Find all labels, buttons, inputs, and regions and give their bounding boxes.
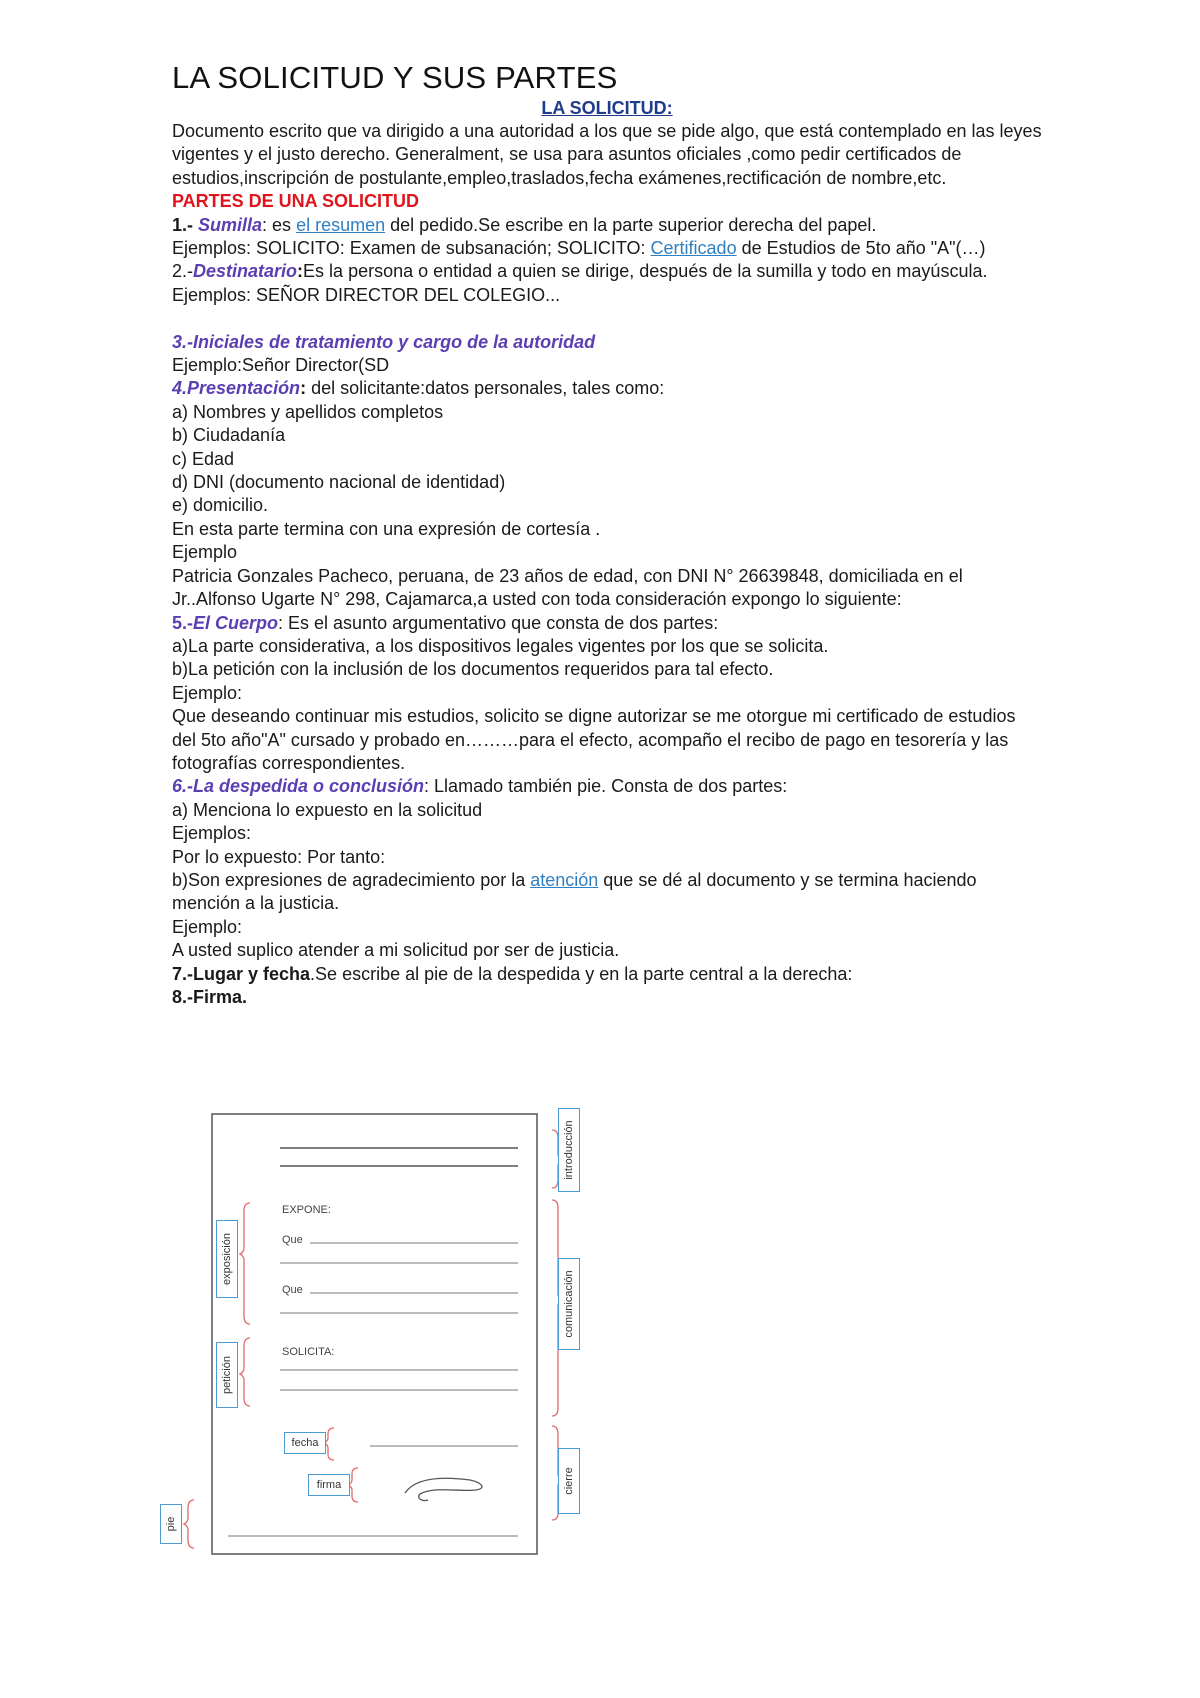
part-6-example-a: Por lo expuesto: Por tanto:	[172, 846, 386, 867]
part-5-b: b)La petición con la inclusión de los documentos requeridos para tal efecto.	[172, 659, 774, 680]
que-label-2: Que	[282, 1284, 303, 1296]
document-page	[172, 60, 1042, 1009]
el-resumen-link[interactable]: el resumen	[296, 214, 386, 235]
part-5-number: 5.-	[172, 612, 194, 633]
part-6-example-b: A usted suplico atender a mi solicitud por ser de justicia.	[172, 940, 620, 961]
bracket-pie	[184, 1500, 194, 1548]
solicitud-diagram	[165, 1108, 590, 1558]
spacer	[172, 307, 1042, 330]
part-2-text: Es la persona o entidad a quien se dirige, después de la sumilla y todo en mayúscula.	[303, 261, 988, 282]
part-4-closing: En esta parte termina con una expresión de cortesía .	[172, 518, 601, 539]
part-5-term: El Cuerpo	[193, 612, 279, 633]
part-6-text: : Llamado también pie. Consta de dos partes:	[424, 776, 788, 797]
part-7-lugar-fecha	[172, 963, 1042, 986]
part-7-term: 7.-Lugar y fecha	[172, 963, 311, 984]
solicita-label: SOLICITA:	[282, 1346, 335, 1358]
part-1-sumilla	[172, 214, 1042, 237]
parts-heading: PARTES DE UNA SOLICITUD	[172, 191, 420, 212]
tag-exposicion	[216, 1220, 238, 1298]
tag-peticion	[216, 1342, 238, 1408]
tag-comunicacion-label: comunicación	[563, 1270, 575, 1338]
part-5-example: Que deseando continuar mis estudios, solicito se digne autorizar se me otorgue mi certificado de estudios del 5to año"A" cursado y probado en………para el efecto, acompaño el recibo de pago en tesorería y las fotografías correspondientes.	[172, 706, 1016, 773]
tag-pie-label: pie	[165, 1516, 177, 1532]
part-8-firma: 8.-Firma.	[172, 987, 248, 1008]
part-1-example	[172, 237, 1042, 260]
part-2-example: Ejemplos: SEÑOR DIRECTOR DEL COLEGIO...	[172, 284, 561, 305]
list-item: c) Edad	[172, 448, 235, 469]
tag-cierre-label: cierre	[563, 1467, 575, 1495]
tag-pie	[160, 1504, 182, 1544]
part-1-example-a: Ejemplos: SOLICITO: Examen de subsanación; SOLICITO:	[172, 238, 651, 259]
part-2-destinatario	[172, 260, 1042, 283]
tag-introduccion-label: introducción	[563, 1120, 575, 1180]
expone-label: EXPONE:	[282, 1204, 331, 1216]
tag-comunicacion	[558, 1258, 580, 1350]
list-item: d) DNI (documento nacional de identidad)	[172, 472, 506, 493]
intro-paragraph: Documento escrito que va dirigido a una autoridad a los que se pide algo, que está contemplado en las leyes vigentes y el justo derecho. Generalment, se usa para asuntos oficiales ,como pedir certificados de estudios,inscripción de postulante,empleo,traslados,fecha exámenes,rectificación de nombre,etc.	[172, 121, 1042, 188]
tag-exposicion-label: exposición	[221, 1233, 233, 1285]
part-1-term: Sumilla	[198, 214, 263, 235]
certificado-link[interactable]: Certificado	[650, 238, 737, 259]
que-label-1: Que	[282, 1234, 303, 1246]
part-6-term: 6.-La despedida o conclusión	[172, 776, 425, 797]
tag-peticion-label: petición	[221, 1356, 233, 1394]
part-3-heading: 3.-Iniciales de tratamiento y cargo de la autoridad	[172, 331, 596, 352]
part-5-text: : Es el asunto argumentativo que consta de dos partes:	[278, 612, 719, 633]
tag-introduccion	[558, 1108, 580, 1192]
part-6-example-label: Ejemplos:	[172, 823, 252, 844]
list-item: e) domicilio.	[172, 495, 269, 516]
part-1-number: 1.-	[172, 214, 199, 235]
part-6-b-text-b: que se dé al documento y se termina haciendo mención a la justicia.	[172, 869, 977, 914]
part-6-example-label-2: Ejemplo:	[172, 916, 243, 937]
part-6-b	[172, 869, 1042, 916]
part-1-example-b: de Estudios de 5to año "A"(…)	[736, 238, 986, 259]
part-6-b-text-a: b)Son expresiones de agradecimiento por la	[172, 869, 531, 890]
part-3-example: Ejemplo:Señor Director(SD	[172, 355, 390, 376]
page-title: LA SOLICITUD Y SUS PARTES	[172, 60, 618, 95]
part-4-presentacion	[172, 377, 1042, 400]
part-6-despedida	[172, 775, 1042, 798]
tag-fecha: fecha	[284, 1432, 326, 1454]
atencion-link[interactable]: atención	[530, 869, 599, 890]
part-5-a: a)La parte considerativa, a los dispositivos legales vigentes por los que se solicita.	[172, 635, 829, 656]
part-2-number: 2.-	[172, 261, 194, 282]
paper-sheet	[212, 1114, 537, 1554]
part-4-example: Patricia Gonzales Pacheco, peruana, de 23 años de edad, con DNI N° 26639848, domiciliada en el Jr..Alfonso Ugarte N° 298, Cajamarca,a usted con toda consideración expongo lo siguiente:	[172, 565, 963, 610]
part-6-a: a) Menciona lo expuesto en la solicitud	[172, 799, 483, 820]
part-4-text: del solicitante:datos personales, tales como:	[306, 378, 665, 399]
part-4-example-label: Ejemplo	[172, 542, 238, 563]
part-2-colon: :	[297, 261, 304, 282]
diagram-lines	[170, 1108, 590, 1558]
part-1-text-a: : es	[262, 214, 297, 235]
part-2-term: Destinatario	[193, 261, 298, 282]
part-4-term: 4.Presentación	[172, 378, 301, 399]
list-item: b) Ciudadanía	[172, 425, 286, 446]
tag-firma: firma	[308, 1474, 350, 1496]
part-4-colon: :	[300, 378, 307, 399]
tag-cierre	[558, 1448, 580, 1514]
section-subtitle: LA SOLICITUD:	[541, 98, 673, 118]
part-1-text-b: del pedido.Se escribe en la parte superior derecha del papel.	[385, 214, 877, 235]
part-7-text: .Se escribe al pie de la despedida y en la parte central a la derecha:	[310, 963, 853, 984]
part-5-cuerpo	[172, 612, 1042, 635]
list-item: a) Nombres y apellidos completos	[172, 401, 444, 422]
part-5-example-label: Ejemplo:	[172, 682, 243, 703]
